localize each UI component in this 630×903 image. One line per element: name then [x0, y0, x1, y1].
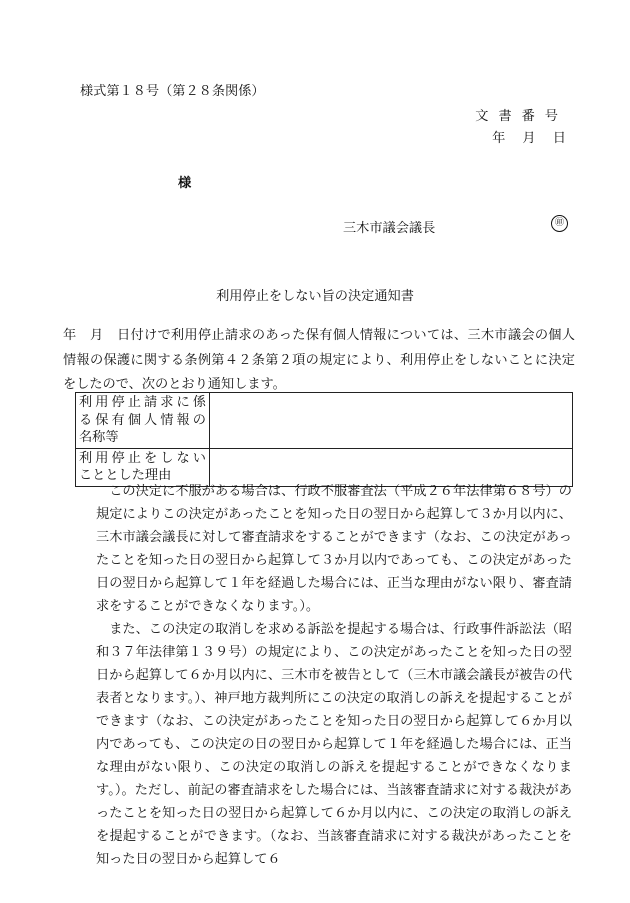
lawsuit-paragraph: また、この決定の取消しを求める訴訟を提起する場合は、行政事件訴訟法（昭和３７年法律第１３９号）の規定により、この決定があったことを知った日の翌日から起算して６か月以内に、三木市を被告として（三木市議会議長が被告の代表者となります。）、神戸地方裁判所にこの決定の取消しの訴えを提起することができます（なお、この決定があったことを知った日の翌日から起算して６か月以内であっても、この決定の日の翌日から起算して１年を経過した場合には、正当な理由がない限り、この決定の取消しの訴えを提起することができなくなります。）。ただし、前記の審査請求をした場合には、当該審査請求に対する裁決があったことを知った日の翌日から起算して６か月以内に、この決定の取消しの訴えを提起することができます。（なお、当該審査請求に対する裁決があったことを知った日の翌日から起算して６ — [96, 622, 572, 867]
label-line: 利用停止をしない — [79, 450, 206, 466]
seal-icon: ㊞ — [551, 215, 568, 232]
label-line: 名称等 — [79, 430, 119, 445]
row-label-record-name — [76, 393, 210, 449]
intro-text: 年 月 日付けで利用停止請求のあった保有個人情報については、三木市議会の個人情報の保護に関する条例第４２条第２項の規定により、利用停止をしないことに決定をしたので、次のとおり通知します。 — [63, 328, 575, 392]
issuer-name: 三木市議会議長 — [343, 221, 436, 236]
label-line: る保有個人情報の — [79, 412, 206, 428]
row-value-record-name — [210, 393, 573, 449]
document-title: 利用停止をしない旨の決定通知書 — [216, 289, 414, 304]
info-table — [75, 392, 573, 487]
addressee-label: 様 — [178, 176, 192, 191]
intro-paragraph — [63, 324, 575, 398]
notice-body — [96, 480, 572, 871]
form-number: 様式第１８号（第２８条関係） — [80, 84, 265, 99]
label-line: こととした理由 — [79, 468, 172, 483]
appeal-paragraph: この決定に不服がある場合は、行政不服審査法（平成２６年法律第６８号）の規定によりこの決定があったことを知った日の翌日から起算して３か月以内に、三木市議会議長に対して審査請求をすることができます（なお、この決定があったことを知った日の翌日から起算して３か月以内であっても、この決定があった日の翌日から起算して１年を経過した場合には、正当な理由がない限り、審査請求をすることができなくなります。）。 — [96, 484, 572, 614]
date-label: 年 月 日 — [492, 131, 568, 146]
table-row — [76, 393, 573, 449]
label-line: 利用停止請求に係 — [79, 395, 206, 410]
document-number-label: 文書番号 — [475, 109, 568, 124]
